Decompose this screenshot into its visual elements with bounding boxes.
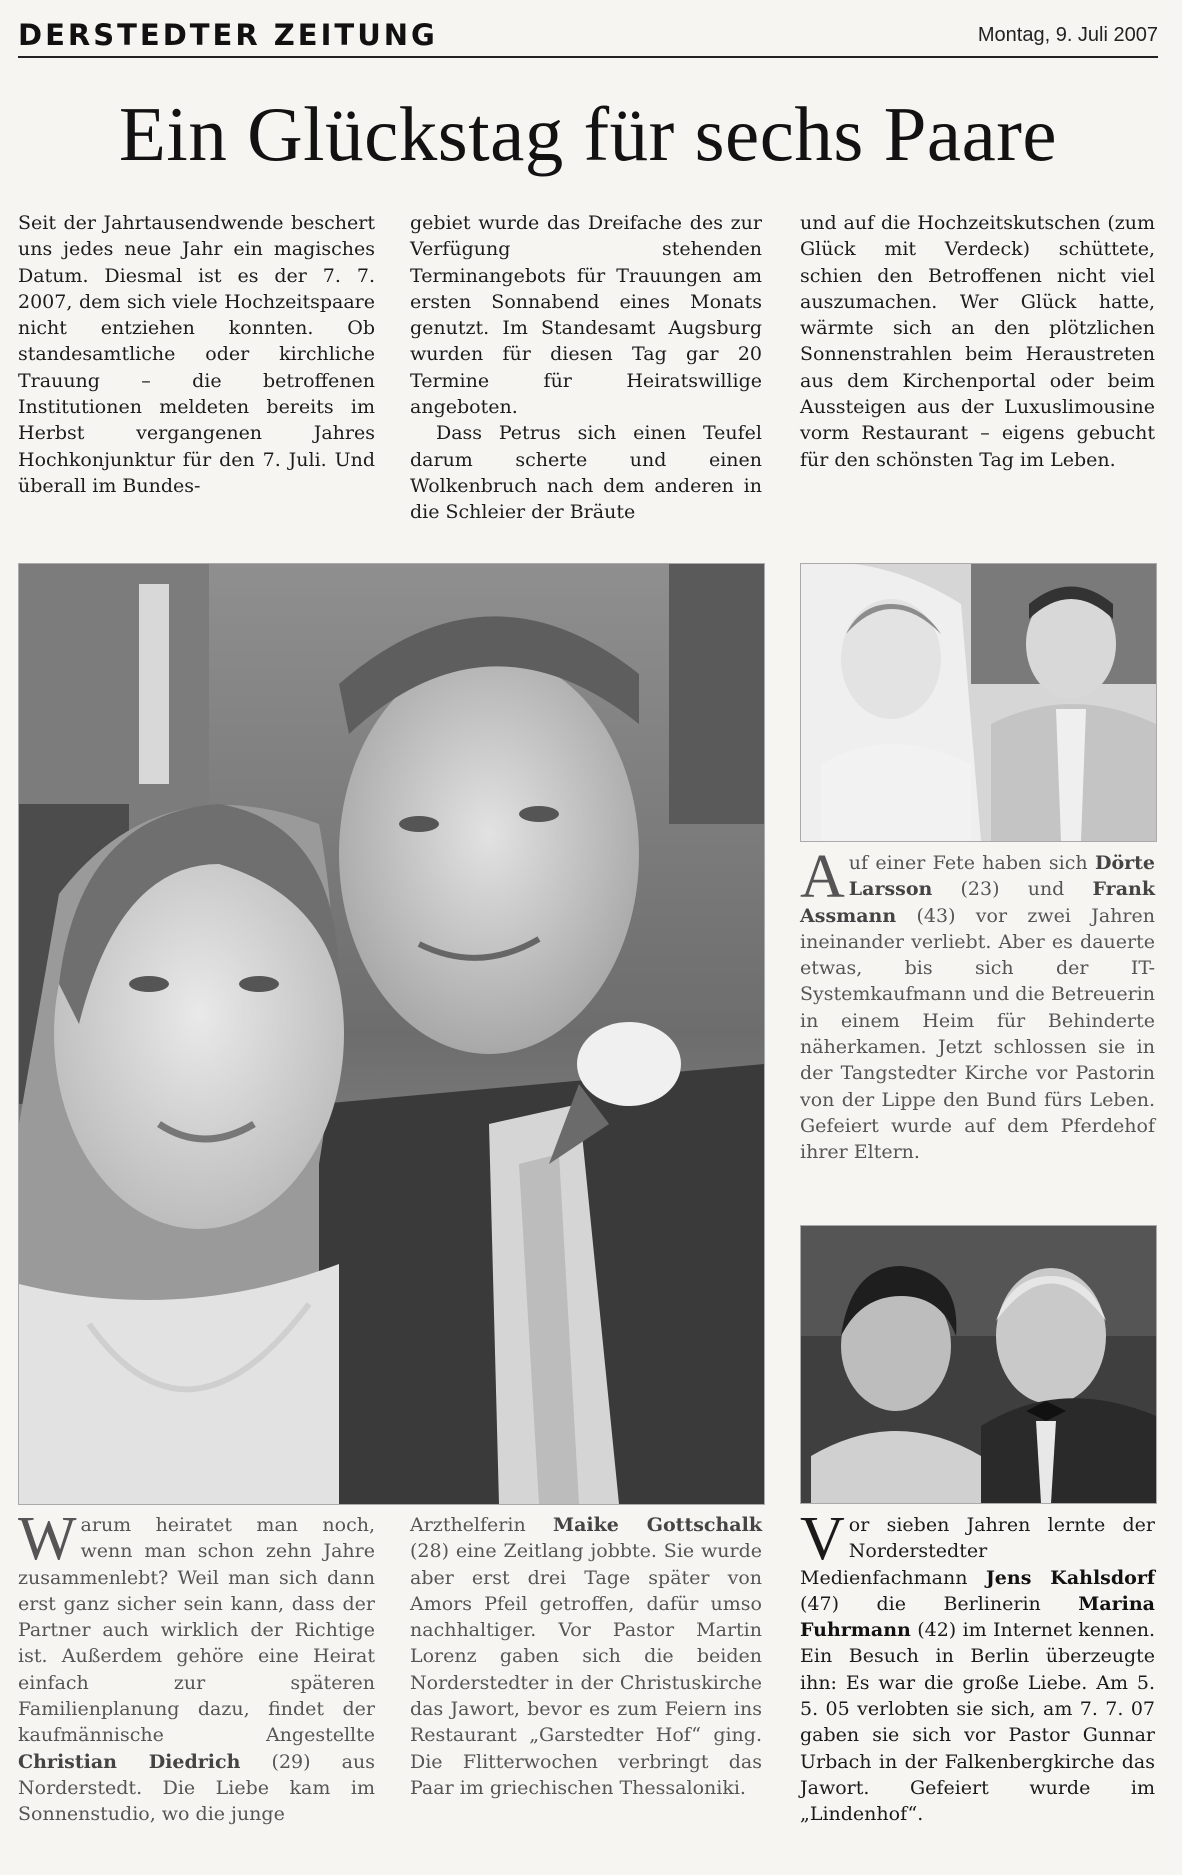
- article-paragraph: Dass Petrus sich einen Teufel darum scherte und einen Wolkenbruch nach dem anderen in die Schleier der Bräute: [410, 422, 762, 524]
- caption-text: uf einer Fete haben sich: [848, 852, 1095, 874]
- masthead: [18, 14, 1158, 58]
- drop-cap: W: [18, 1505, 77, 1573]
- drop-cap: V: [800, 1505, 845, 1573]
- person-name: Dörte Larsson: [848, 852, 1155, 901]
- article-headline: Ein Glückstag für sechs Paare: [118, 91, 1058, 177]
- article-paragraph: gebiet wurde das Dreifache des zur Verfügung stehenden Terminangebots für Trauungen am ersten Sonnabend eines Monats genutzt. Im Standesamt Augsburg wurden für diesen Tag gar 20 Termine für Heiratswillige angeboten.: [410, 212, 762, 419]
- caption-text: (28) eine Zeitlang jobbte. Sie wurde aber erst drei Tage später von Amors Pfeil getroffen, dafür umso nachhaltiger. Vor Pastor Martin Lorenz gaben sich die beiden Norderstedter in der Christuskirche das Jawort, bevor es zum Feiern ins Restaurant „Garstedter Hof“ ging. Die Flitterwochen verbringt das Paar im griechischen Thessaloniki.: [410, 1540, 762, 1799]
- caption-diedrich-gottschalk-part-1: [18, 1505, 375, 1828]
- publication-date: Montag, 9. Juli 2007: [977, 24, 1158, 46]
- article-column-3: und auf die Hochzeitskutschen (zum Glück mit Verdeck) schüttete, schien den Betroffenen nicht viel auszumachen. Wer Glück hatte, wärmte sich an den plötzlichen Sonnenstrahlen beim Heraustreten aus dem Kirchenportal oder beim Aussteigen aus der Luxuslimousine vorm Restaurant – eigens gebucht für den schönsten Tag im Leben.: [800, 212, 1155, 471]
- caption-diedrich-gottschalk-part-2: [410, 1512, 762, 1801]
- drop-cap: A: [800, 843, 845, 911]
- person-name: Frank Assmann: [800, 878, 1155, 927]
- caption-text: or sieben Jahren lernte der Norderstedter Medienfachmann: [800, 1514, 1155, 1589]
- article-column-1: Seit der Jahrtausendwende beschert uns jedes neue Jahr ein magisches Datum. Diesmal ist es der 7. 7. 2007, dem sich viele Hochzeitspaare nicht entziehen konnten. Ob standesamtliche oder kirchliche Trauung – die betroffenen Institutionen meldeten bereits im Herbst vergangenen Jahres Hochkonjunktur für den 7. Juli. Und überall im Bundes-: [18, 212, 375, 497]
- caption-text: (43) vor zwei Jahren ineinander verliebt. Aber es dauerte etwas, bis sich der IT-Systemkaufmann und die Betreuerin in einem Heim für Behinderte näherkamen. Jetzt schlossen sie in der Tangstedter Kirche vor Pastorin von der Lippe den Bund fürs Leben. Gefeiert wurde auf dem Pferdehof ihrer Eltern.: [800, 904, 1155, 1164]
- article-column-2: [410, 210, 762, 526]
- caption-text: arum heiratet man noch, wenn man schon zehn Jahre zusammenlebt? Weil man sich dann erst ganz sicher sein kann, dass der Partner auch wirklich der Richtige ist. Außerdem gehöre eine Heirat einfach zur späteren Familienplanung dazu, findet der kaufmännische Angestellte: [18, 1514, 375, 1747]
- person-name: Marina Fuhrmann: [800, 1592, 1155, 1642]
- caption-kahlsdorf-fuhrmann: [800, 1505, 1155, 1828]
- main-wedding-photo: [18, 563, 765, 1505]
- couple-photo-kahlsdorf-fuhrmann: [800, 1225, 1157, 1504]
- person-name: Christian Diedrich: [18, 1750, 241, 1773]
- newspaper-name: DERSTEDTER ZEITUNG: [18, 18, 438, 52]
- person-name: Jens Kahlsdorf: [985, 1566, 1155, 1589]
- person-name: Maike Gottschalk: [553, 1514, 762, 1536]
- caption-text: (42) im Internet kennen. Ein Besuch in Berlin überzeugte ihn: Es war die große Liebe. Am 5. 5. 05 verlobten sie sich, am 7. 7. 07 gaben sie sich vor Pastor Gunnar Urbach in der Falkenbergkirche das Jawort. Gefeiert wurde im „Lindenhof“.: [800, 1619, 1155, 1826]
- caption-text: Arzthelferin: [410, 1514, 554, 1536]
- caption-text: (29) aus Norderstedt. Die Liebe kam im Sonnenstudio, wo die junge: [18, 1750, 375, 1826]
- couple-photo-larsson-assmann: [800, 563, 1157, 842]
- caption-text: (23) und: [932, 878, 1093, 901]
- caption-larsson-assmann: [800, 843, 1155, 1166]
- caption-text: (47) die Berlinerin: [800, 1592, 1079, 1615]
